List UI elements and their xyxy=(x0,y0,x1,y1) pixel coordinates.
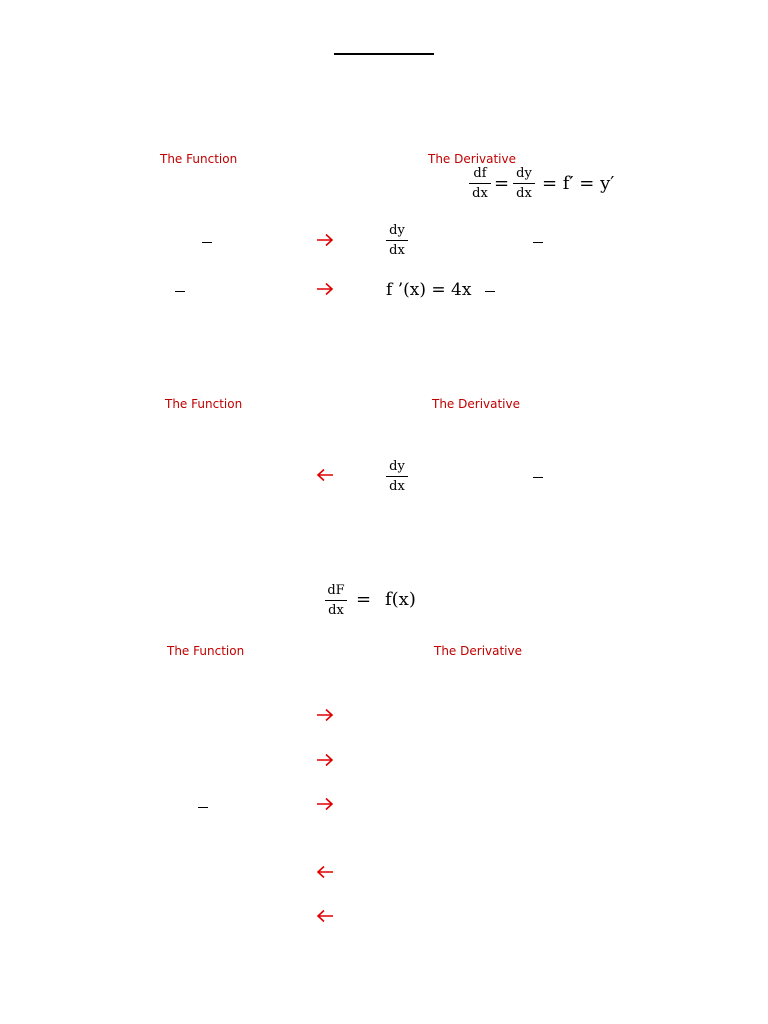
fraction-bar xyxy=(386,476,408,477)
section3-derivative-label: The Derivative xyxy=(434,644,523,658)
derivative-expression: f ’(x) = 4x xyxy=(386,280,472,300)
left-arrow-icon xyxy=(315,468,335,482)
section3-function-label: The Function xyxy=(167,644,245,658)
left-arrow-icon xyxy=(315,909,335,923)
notation-tail: = f′ = y′ xyxy=(542,173,615,194)
blank-dash xyxy=(533,242,543,243)
fraction-numerator: dy xyxy=(389,459,405,474)
notation-equals: = xyxy=(494,173,510,194)
fraction-numerator: dF xyxy=(327,583,345,598)
antiderivative-rhs: f(x) xyxy=(385,589,416,610)
antiderivative-equals: = xyxy=(356,589,372,610)
section2-derivative-label: The Derivative xyxy=(432,397,521,411)
notation-fraction-df-dx xyxy=(469,165,491,202)
fraction-bar xyxy=(469,183,491,184)
fraction-denominator: dx xyxy=(472,186,488,201)
right-arrow-icon xyxy=(315,233,335,247)
derivative-fraction-dy-dx xyxy=(386,222,408,259)
fraction-bar xyxy=(513,183,535,184)
right-arrow-icon xyxy=(315,708,335,722)
right-arrow-icon xyxy=(315,282,335,296)
title-underline xyxy=(334,53,434,55)
left-arrow-icon xyxy=(315,865,335,879)
blank-dash xyxy=(175,291,185,292)
section1-derivative-label: The Derivative xyxy=(428,152,517,166)
blank-dash xyxy=(533,477,543,478)
section1-function-label: The Function xyxy=(160,152,238,166)
fraction-bar xyxy=(325,600,347,601)
notation-fraction-dy-dx xyxy=(513,165,535,202)
fraction-denominator: dx xyxy=(328,603,344,618)
fraction-denominator: dx xyxy=(389,243,405,258)
fraction-denominator: dx xyxy=(516,186,532,201)
fraction-numerator: dy xyxy=(389,223,405,238)
right-arrow-icon xyxy=(315,797,335,811)
right-arrow-icon xyxy=(315,753,335,767)
fraction-numerator: dy xyxy=(516,166,532,181)
fraction-bar xyxy=(386,240,408,241)
blank-dash xyxy=(198,807,208,808)
fraction-denominator: dx xyxy=(389,479,405,494)
section2-function-label: The Function xyxy=(165,397,243,411)
derivative-fraction-dy-dx xyxy=(386,458,408,495)
blank-dash xyxy=(485,291,495,292)
antiderivative-fraction-dF-dx xyxy=(325,582,347,619)
fraction-numerator: df xyxy=(473,166,487,181)
blank-dash xyxy=(202,242,212,243)
